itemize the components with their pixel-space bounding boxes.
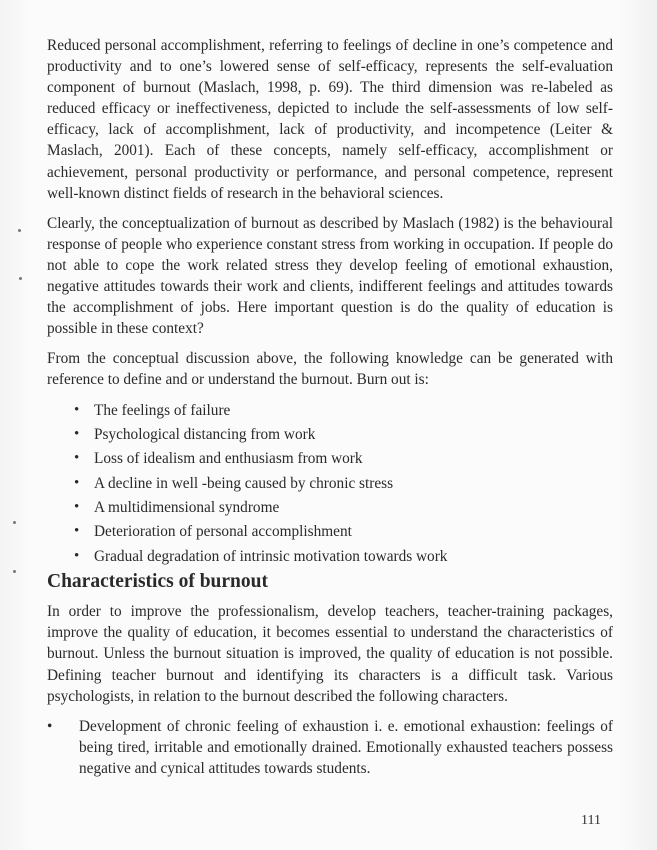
scan-speck	[13, 570, 16, 573]
scan-speck	[13, 521, 16, 524]
scan-speck	[19, 277, 22, 280]
list-item: • A decline in well -being caused by chronic stress	[74, 473, 613, 494]
paragraph-characteristics-intro: In order to improve the professionalism, develop teachers, teacher-training packages, improve the quality of education, it becomes essential to understand the characteristics of burnout. Unless the burnout situation is improved, the quality of education is not possible. Defining teacher burnout and identifying its characters is a difficult task. Various psychologists, in relation to the burnout described the following characters.	[47, 603, 613, 705]
list-item: • Psychological distancing from work	[74, 424, 613, 445]
list-item: • A multidimensional syndrome	[74, 497, 613, 518]
paragraph-reduced-accomplishment: Reduced personal accomplishment, referring to feelings of decline in one’s competence and productivity and to one’s lowered sense of self-efficacy, represents the self-evaluation component of burnout (Maslach, 1998, p. 69). The third dimension was re-labeled as reduced efficacy or ineffectiveness, depicted to include the self-assessments of low self-efficacy, lack of accomplishment, lack of productivity, and incompetence (Leiter & Maslach, 2001). Each of these concepts, namely self-efficacy, accomplishment or achievement, personal productivity or performance, and personal competence, represent well-known distinct fields of research in the behavioral sciences.	[47, 37, 613, 202]
list-item: • The feelings of failure	[74, 400, 613, 421]
list-item: • Development of chronic feeling of exhaustion i. e. emotional exhaustion: feelings of being tired, irritable and emotionally drained. Emotionally exhausted teachers possess negative and cynical attitudes towards students.	[47, 716, 613, 780]
scan-speck	[18, 229, 21, 232]
list-item: • Gradual degradation of intrinsic motivation towards work	[74, 546, 613, 567]
list-item: • Deterioration of personal accomplishment	[74, 521, 613, 542]
paragraph-conceptualization: Clearly, the conceptualization of burnout as described by Maslach (1982) is the behavioural response of people who experience constant stress from working in occupation. If people do not able to cope the work related stress they develop feeling of emotional exhaustion, negative attitudes towards their work and clients, indifferent feelings and attitudes towards the accomplishment of jobs. Here important question is do the quality of education is possible in these context?	[47, 214, 613, 338]
page-number: 111	[581, 813, 601, 828]
burnout-definition-list	[47, 400, 613, 568]
list-item: • Loss of idealism and enthusiasm from work	[74, 448, 613, 469]
section-heading: Characteristics of burnout	[47, 571, 268, 593]
paragraph-conceptual-discussion: From the conceptual discussion above, the following knowledge can be generated with reference to define and or understand the burnout. Burn out is:	[47, 350, 613, 389]
characteristics-list	[47, 716, 613, 780]
page-content	[47, 35, 613, 779]
